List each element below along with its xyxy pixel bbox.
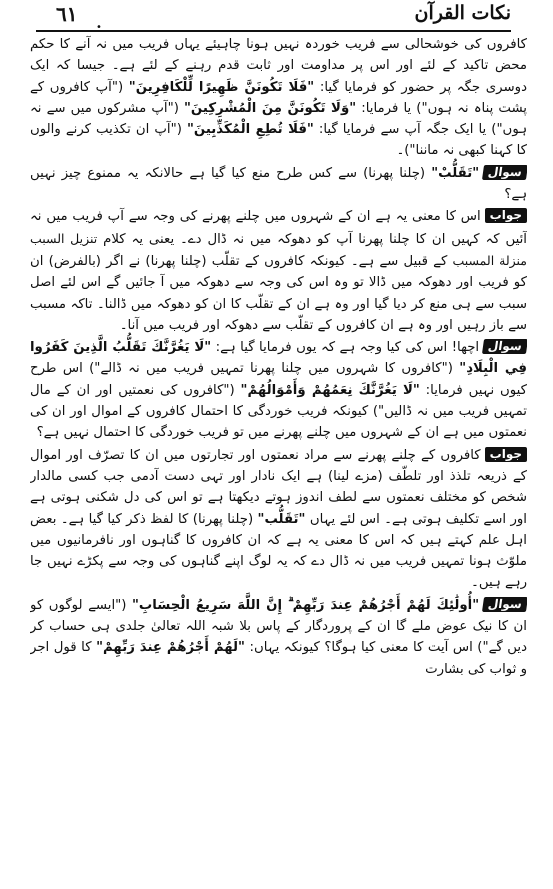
- paragraph-a1: [30, 206, 527, 336]
- paragraph-text: (چلنا پھرنا) سے کس طرح منع کیا گیا ہے حالانکہ یہ ممنوع چیز نہیں ہے؟: [30, 165, 527, 203]
- question-badge: سوال: [482, 165, 527, 180]
- paragraph-text: کافروں کے چلنے پھرنے سے مراد نعمتوں اور تجارتوں میں ان کا تصرّف اور اموال کے ذریعہ تلذذ اور تلطّف (مزے لینا) ہے ایک نادار اور تہی دست آدمی جب کسی مالدار شخص کو مختلف نعمتوں سے لطف اندوز ہوتے دیکھتا ہے تو اس کی دل شکنی ہوتی ہے اور اسے تکلیف ہوتی ہے۔ اس لئے یہاں: [30, 447, 527, 527]
- quran-quote: "وَلَا تَكُونَنَّ مِنَ الْمُشْرِكِينَ": [184, 100, 357, 116]
- answer-badge: جواب: [485, 208, 527, 223]
- quran-quote: "فَلَا تَكُونَنَّ ظَهِيرًا لِّلْكَافِرِينَ": [128, 79, 315, 95]
- paragraph-text: اس کا معنی یہ ہے ان کے شہروں میں چلنے پھرنے کی وجہ سے آپ فریب میں نہ آئیں کہ کہیں ان کا چلنا پھرنا آپ کو دھوکہ میں نہ ڈال دے۔ یعنی یہ کلام: [30, 209, 527, 247]
- quran-quote: "لَا يَغُرَّنَّكَ تَقَلُّبُ الَّذِينَ كَفَرُوا فِي الْبِلَادِ": [30, 340, 527, 377]
- book-title: نکات القرآن: [414, 2, 511, 24]
- question-badge: سوال: [482, 339, 527, 354]
- arabic-phrase: تنزيل السبب منزلة المسبب: [30, 230, 527, 268]
- paragraph-intro: [30, 34, 527, 162]
- header-dot: •: [96, 22, 102, 33]
- quran-quote: "فَلَا تُطِعِ الْمُكَذِّبِينَ": [186, 122, 314, 138]
- paragraph-text: (چلنا پھرنا) کا لفظ ذکر کیا گیا ہے۔ بعض اہل علم کہتے ہیں کہ اس کا معنی یہ ہے کہ ان کافروں کا گناہوں اور نافرمانیوں میں ملوّث ہونا تمہیں فریب میں نہ ڈال دے کہ یہ لوگ اپنے گناہوں کی وجہ سے پکڑے نہیں جا رہے ہیں۔: [30, 511, 527, 591]
- page-header: [0, 0, 553, 33]
- paragraph-text: ("آپ مشرکوں میں سے نہ ہوں") یا ایک جگہ آپ سے فرمایا گیا:: [30, 100, 527, 138]
- quran-quote: "تَقَلُّب": [257, 511, 306, 527]
- header-divider: [36, 30, 511, 32]
- paragraph-text: کا قول اجر و ثواب کی بشارت: [30, 640, 527, 677]
- paragraph-text: کے قبیل سے ہے۔ کیونکہ کافروں کے تقلّب (چلنا پھرنا) نے اگر (بالفرض) ان کو فریب اور دھوکہ میں ڈالا تو وہ اس کی وجہ سے دھوکہ میں آ جائیں گے اس لئے اصل سبب سے ہی منع کر دیا گیا اور وہ ہے ان کے تقلّب کا ان کو دھوکہ میں ڈالنا۔ تاکہ مسبب سے باز رہیں اور وہ ہے ان کافروں کے تقلّب سے دھوکہ اور فریب میں آنا۔: [30, 253, 527, 333]
- quran-quote: "تَقَلُّبْ": [431, 165, 480, 181]
- paragraph-q3: [30, 595, 527, 680]
- paragraph-text: اچھا! اس کی کیا وجہ ہے کہ یوں فرمایا گیا ہے:: [211, 340, 480, 356]
- paragraph-text: ("آپ ان تکذیب کرنے والوں کا کہنا کبھی نہ ماننا")۔: [30, 122, 527, 159]
- paragraph-a2: [30, 445, 527, 594]
- paragraph-text: کافروں کی خوشحالی سے فریب خوردہ نہیں ہونا چاہیئے یہاں فریب میں نہ آنے کا حکم محض تاکید کے لئے اور اس پر مداومت اور ثابت قدم رہنے کے لئے ہے۔ جیسا کہ ایک دوسری جگہ پر حضور کو فرمایا گیا:: [30, 37, 527, 95]
- paragraph-q2: [30, 337, 527, 443]
- paragraph-text: ("ایسے لوگوں کو ان کا نیک عوض ملے گا ان کے پروردگار کے پاس بلا شبہ اللہ تعالیٰ جلدی ہی حساب کر دیں گے") اس آیت کا معنی کیا ہوگا؟ کیونکہ یہاں:: [30, 597, 527, 656]
- body-text: [30, 34, 527, 882]
- paragraph-text: ("کافروں کی نعمتیں اور ان کے مال تمہیں فریب میں نہ ڈالیں") کیونکہ فریب خوردگی کا احتمال کافروں کے اموال اور ان کی نعمتوں میں ہے ان کے شہروں میں چلنے پھرنے میں تو فریب خوردگی کا احتمال نہیں ہے؟: [30, 382, 527, 441]
- paragraph-text: ("کافروں کا شہروں میں چلنا پھرنا تمہیں فریب میں نہ ڈالے") اس طرح کیوں نہیں فرمایا:: [30, 361, 527, 398]
- quran-quote: "أُولَٰئِكَ لَهُمْ أَجْرُهُمْ عِندَ رَبِّهِمْ ۗ إِنَّ اللَّهَ سَرِيعُ الْحِسَابِ": [131, 597, 480, 613]
- paragraph-text: ("آپ کافروں کے پشت پناہ نہ ہوں") یا فرمایا:: [30, 79, 527, 116]
- quran-quote: "لَهُمْ أَجْرُهُمْ عِندَ رَبِّهِمْ": [96, 640, 245, 656]
- answer-badge: جواب: [485, 447, 527, 462]
- page-number: ٦١: [56, 2, 78, 26]
- quran-quote: "لَا يَغُرَّنَّكَ نِعَمُهُمْ وَأَمْوَالُهُمْ": [240, 382, 420, 398]
- paragraph-q1: [30, 163, 527, 206]
- question-badge: سوال: [482, 597, 527, 612]
